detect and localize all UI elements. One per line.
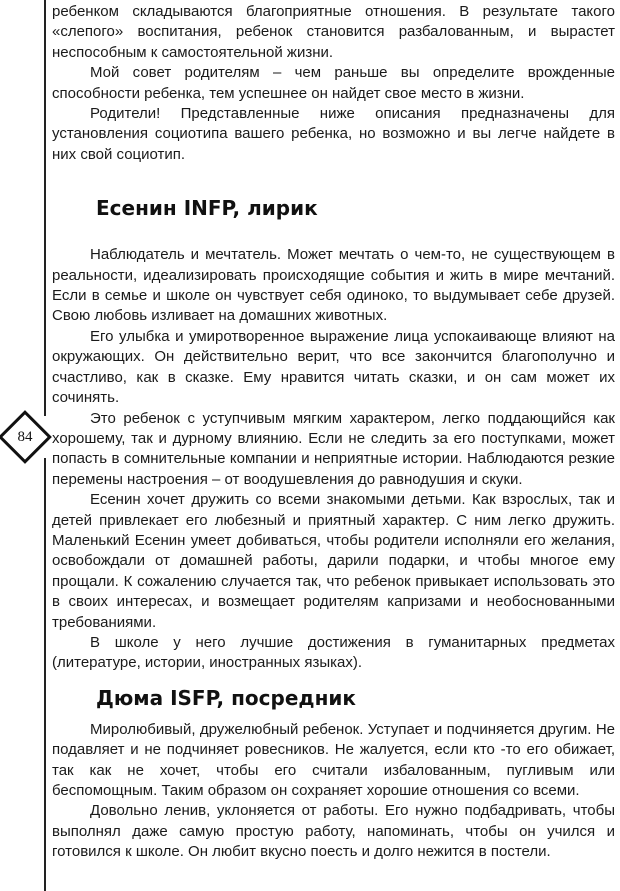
intro-paragraph-2: Мой совет родителям – чем раньше вы определите врожденные способности ребенка, тем успешнее он найдет свое место в жизни. bbox=[52, 64, 615, 102]
esenin-paragraph-5: В школе у него лучшие достижения в гуманитарных предметах (литературе, истории, иностранных языках). bbox=[52, 633, 615, 672]
page-number: 84 bbox=[17, 429, 33, 445]
margin-rule-top bbox=[44, 0, 46, 416]
intro-paragraph-3: Родители! Представленные ниже описания предназначены для установления социотипа вашего ребенка, но возможно и вы легче найдете в них свой социотип. bbox=[52, 105, 615, 163]
esenin-paragraph-4: Есенин хочет дружить со всеми знакомыми детьми. Как взрослых, так и детей привлекает его любезный и приятный характер. С ним легко дружить. Маленький Есенин умеет добиваться, чтобы родители исполняли его желания, освобождали от домашней работы, дарили подарки, и чтобы многое ему прощали. К сожалению случается так, что ребенок привыкает использовать это в своих интересах, и возмещает родителям капризами и необоснованными требованиями. bbox=[52, 491, 615, 631]
esenin-paragraph-2: Его улыбка и умиротворенное выражение лица успокаивающе влияют на окружающих. Он действительно верит, что все закончится благополучно и счастливо, как в сказке. Ему нравится читать сказки, и он сам может их сочинять. bbox=[52, 327, 615, 407]
intro-paragraph-1: ребенком складываются благоприятные отношения. В результате такого «слепого» воспитания, ребенок становится разбалованным, и вырастет неспособным к самостоятельной жизни. bbox=[52, 3, 615, 61]
section-heading-esenin: Есенин INFP, лирик bbox=[96, 196, 318, 221]
page-content bbox=[52, 2, 615, 863]
duma-paragraph-2: Довольно ленив, уклоняется от работы. Его нужно подбадривать, чтобы выполнял даже самую простую работу, напоминать, чтобы он учился и готовился к школе. Он любит вкусно поесть и долго нежится в постели. bbox=[52, 802, 615, 861]
esenin-paragraph-1: Наблюдатель и мечтатель. Может мечтать о чем-то, не существующем в реальности, идеализировать происходящие события и жить в мире мечтаний. Если в семье и школе он чувствует себя одиноко, то выдумывает себе друзей. Свою любовь изливает на домашних животных. bbox=[52, 246, 615, 325]
section-heading-duma: Дюма ISFP, посредник bbox=[96, 685, 356, 710]
duma-paragraph-1: Миролюбивый, дружелюбный ребенок. Уступает и подчиняется другим. Не подавляет и не подчиняет ровесников. Не жалуется, если кто -то его обижает, так как не хочет, чтобы его считали избалованным, пугливым или беспомощным. Таким образом он сохраняет хорошие отношения со всеми. bbox=[52, 720, 615, 799]
margin-rule-bottom bbox=[44, 458, 46, 891]
esenin-paragraph-3: Это ребенок с уступчивым мягким характером, легко поддающийся как хорошему, так и дурному влиянию. Если не следить за его поступками, может попасть в сомнительные компании и неприятные истории. Наблюдаются резкие перемены настроения – от воодушевления до равнодушия и скуки. bbox=[52, 409, 615, 488]
